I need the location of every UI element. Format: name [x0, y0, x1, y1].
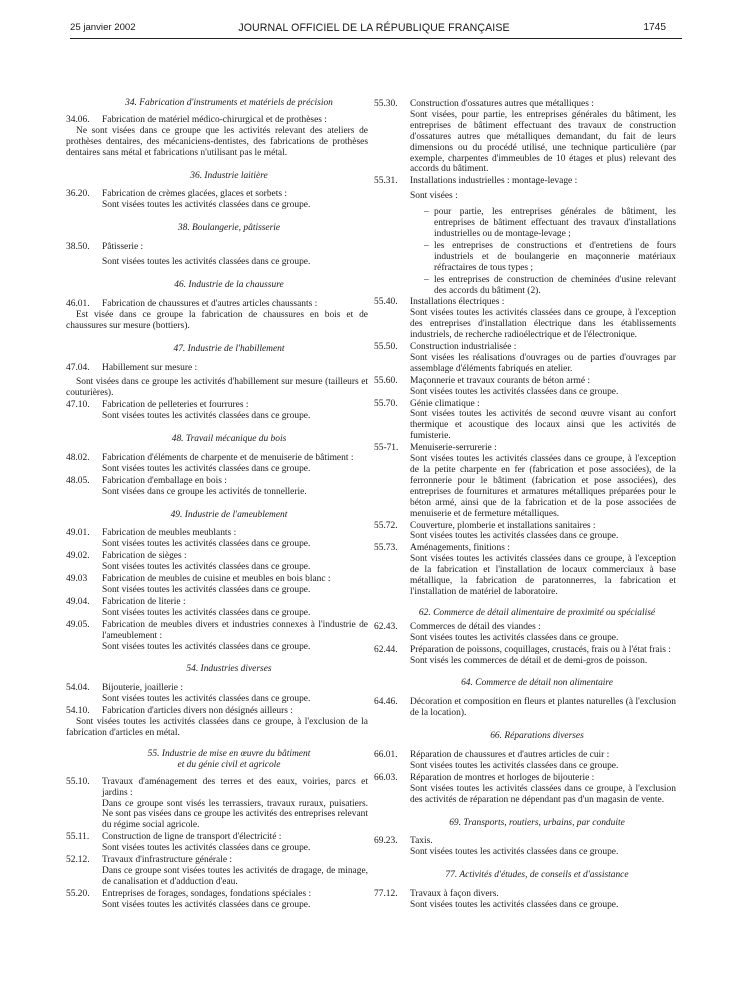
entry-label: Entreprises de forages, sondages, fondations spéciales :: [102, 888, 312, 899]
entry-description: Sont visées toutes les activités classées dans ce groupe.: [410, 900, 619, 911]
entry-code: 55-71.: [374, 443, 399, 454]
entry-55-31: [374, 176, 676, 296]
entry-49-02: [66, 551, 368, 573]
entry-label: Installations industrielles : montage-levage :: [410, 176, 578, 187]
entry-code: 62.43.: [374, 621, 398, 632]
entry-code: 48.05.: [66, 475, 90, 486]
entry-label: Fabrication de crèmes glacées, glaces et sorbets :: [102, 189, 288, 200]
entry-description: Dans ce groupe sont visées toutes les activités de dragage, de minage, de canalisation et d'adduction d'eau.: [102, 865, 368, 887]
entry-description: Sont visées toutes les activités classées dans ce groupe.: [102, 257, 311, 268]
section-heading: 62. Commerce de détail alimentaire de proximité ou spécialisé: [418, 607, 656, 618]
section-heading: 66. Réparations diverses: [490, 731, 584, 742]
entry-code: 55.20.: [66, 888, 90, 899]
bullet-text: les entreprises de construction de cheminées d'usine relevant des accords du bâtiment (2).: [434, 274, 676, 296]
entry-description: Sont visées les réalisations d'ouvrages ou de parties d'ouvrages par assemblage d'éléments fabriqués en atelier.: [410, 352, 676, 374]
entry-code: 66.01.: [374, 750, 398, 761]
header-title: JOURNAL OFFICIEL DE LA RÉPUBLIQUE FRANÇAISE: [238, 22, 510, 34]
entry-label: Aménagements, finitions :: [410, 543, 510, 554]
entry-55-72: [374, 521, 676, 543]
entry-code: 55.31.: [374, 176, 398, 187]
entry-description: Sont visées toutes les activités classées dans ce groupe.: [410, 847, 619, 858]
entry-54-10: [66, 706, 368, 739]
entry-label: Construction industrialisée :: [410, 342, 517, 353]
entry-code: 54.10.: [66, 706, 90, 717]
entry-label: Réparation de montres et horloges de bijouterie :: [410, 772, 595, 783]
entry-description: Sont visées toutes les activités classées dans ce groupe.: [102, 463, 311, 474]
entry-label: Installations électriques :: [410, 297, 505, 308]
entry-description: Sont visées toutes les activités classées dans ce groupe.: [102, 694, 311, 705]
entry-label: Génie climatique :: [410, 398, 480, 409]
entry-66-01: [374, 750, 676, 772]
left-column: [66, 98, 368, 911]
entry-code: 55.10.: [66, 776, 90, 787]
entry-label: Fabrication d'emballage en bois :: [102, 475, 227, 486]
header-date: 25 janvier 2002: [70, 22, 136, 33]
entry-47-04: [66, 363, 368, 400]
entry-52-12: [66, 855, 368, 888]
entry-55-10: [66, 777, 368, 832]
entry-62-44: [374, 645, 676, 667]
entry-description: Sont visées toutes les activités classées dans ce groupe.: [410, 386, 619, 397]
entry-label: Couverture, plomberie et installations sanitaires :: [410, 520, 596, 531]
entry-label: Travaux d'aménagement des terres et des eaux, voiries, parcs et jardins :: [102, 776, 368, 798]
entry-38-50: [66, 242, 368, 268]
entry-code: 64.46.: [374, 697, 398, 708]
entry-description: Sont visées toutes les activités classées dans ce groupe, à l'exception des entreprises d'installation électrique dans les établissements industriels, de recherche radioélectrique et de l'électronique.: [410, 308, 676, 341]
entry-label: Fabrication de meubles de cuisine et meubles en bois blanc :: [102, 574, 331, 585]
entry-description: Sont visées toutes les activités classées dans ce groupe.: [102, 585, 311, 595]
entry-description: Sont visées toutes les activités classées dans ce groupe.: [102, 607, 311, 618]
dash-marker: –: [424, 207, 429, 218]
bullet-item: [410, 275, 676, 297]
section-heading: 64. Commerce de détail non alimentaire: [461, 678, 613, 689]
entry-description: Sont visées toutes les activités classées dans ce groupe, à l'exception de la fabrication et l'installation de locaux commerciaux à base métallique, la fabrication de paratonnerres, la fabrication et l'installation de matériel de laboratoire.: [410, 554, 676, 597]
entry-description: Sont visées toutes les activités classées dans ce groupe, à l'exclusion de la fabrication d'articles en métal.: [66, 717, 368, 738]
entry-34-06: [66, 115, 368, 159]
entry-code: 46.01.: [66, 298, 90, 309]
header-page-number: 1745: [643, 22, 666, 33]
entry-55-60: [374, 376, 676, 398]
entry-36-20: [66, 189, 368, 211]
entry-code: 47.10.: [66, 400, 90, 411]
entry-code: 55.73.: [374, 543, 398, 554]
entry-description: Sont visées toutes les activités classées dans ce groupe, à l'exclusion des activités de réparation ne dépendant pas d'un magasin de vente.: [410, 783, 676, 805]
entry-54-04: [66, 683, 368, 705]
entry-code: 55.11.: [66, 832, 90, 843]
entry-77-12: [374, 889, 676, 911]
entry-description: Sont visées, pour partie, les entreprises générales du bâtiment, les entreprises de bâtiment effectuant des travaux de construction d'ossatures autres que métalliques demandant, du fait de leurs dimensions ou du procédé utilisé, une technique particulière (par exemple, charpentes d'immeubles de 10 étages et plus) relevant des accords du bâtiment.: [410, 109, 676, 175]
entry-code: 49.04.: [66, 596, 90, 607]
entry-label: Préparation de poissons, coquillages, crustacés, frais ou à l'état frais :: [410, 644, 671, 655]
dash-marker: –: [424, 240, 429, 251]
entry-label: Fabrication de meubles divers et industries connexes à l'industrie de l'ameublement :: [102, 619, 368, 641]
section-heading: 38. Boulangerie, pâtisserie: [177, 223, 281, 234]
entry-label: Pâtisserie :: [102, 242, 144, 253]
entry-55-20: [66, 889, 368, 911]
entry-label: Fabrication de literie :: [102, 596, 186, 607]
entry-49-05: [66, 620, 368, 653]
entry-label: Fabrication d'éléments de charpente et de menuiserie de bâtiment :: [102, 452, 354, 463]
bullet-text: pour partie, les entreprises générales de bâtiment, les entreprises de bâtiment effectuant des travaux d'installations industrielles ou de montage-levage ;: [434, 207, 676, 239]
entry-code: 49.02.: [66, 551, 90, 562]
section-heading: 34. Fabrication d'instruments et matériels de précision: [125, 98, 333, 108]
entry-description: Est visée dans ce groupe la fabrication de chaussures en bois et de chaussures sur mesure (bottiers).: [66, 309, 368, 331]
entry-code: 52.12.: [66, 855, 90, 866]
entry-66-03: [374, 773, 676, 806]
entry-label: Réparation de chaussures et d'autres articles de cuir :: [410, 750, 610, 761]
section-heading: 49. Industrie de l'ameublement: [170, 509, 288, 520]
entry-code: 36.20.: [66, 189, 90, 200]
entry-code: 55.40.: [374, 297, 398, 308]
entry-description: Sont visées toutes les activités classées dans ce groupe.: [102, 899, 311, 910]
entry-code: 48.02.: [66, 452, 90, 463]
entry-description: Sont visées dans ce groupe les activités de tonnellerie.: [102, 486, 307, 497]
entry-label: Construction de ligne de transport d'électricité :: [102, 832, 282, 843]
entry-64-46: [374, 697, 676, 719]
entry-code: 69.23.: [374, 836, 398, 847]
entry-48-02: [66, 453, 368, 475]
entry-code: 54.04.: [66, 683, 90, 694]
entry-code: 77.12.: [374, 889, 398, 900]
entry-description: Sont visées toutes les activités classées dans ce groupe.: [102, 200, 311, 211]
entry-code: 49.01.: [66, 528, 90, 539]
entry-label: Décoration et composition en fleurs et plantes naturelles (à l'exclusion de la location).: [410, 697, 676, 719]
entry-46-01: [66, 299, 368, 332]
section-heading: 36. Industrie laitière: [190, 170, 268, 181]
entry-55-71: [374, 443, 676, 519]
bullet-text: les entreprises de constructions et d'entretiens de fours industriels et de boulangerie en maçonnerie matériaux réfractaires de tous types ;: [434, 240, 676, 273]
entry-description: Sont visés les commerces de détail et de demi-gros de poisson.: [410, 655, 648, 666]
entry-47-10: [66, 400, 368, 422]
entry-description: Sont visées toutes les activités classées dans ce groupe.: [410, 531, 619, 542]
entry-55-73: [374, 543, 676, 598]
entry-description: Sont visées toutes les activités classées dans ce groupe.: [102, 562, 311, 573]
entry-label: Maçonnerie et travaux courants de béton armé :: [410, 375, 591, 386]
entry-code: 55.70.: [374, 398, 398, 409]
entry-label: Habillement sur mesure :: [102, 362, 198, 373]
entry-description: Sont visées toutes les activités classées dans ce groupe.: [410, 632, 619, 643]
entry-label: Bijouterie, joaillerie :: [102, 683, 183, 694]
dash-marker: –: [424, 274, 429, 285]
entry-code: 49.03: [66, 574, 88, 585]
entry-label: Fabrication de meubles meublants :: [102, 528, 237, 539]
bullet-list: [374, 207, 676, 296]
section-heading: 48. Travail mécanique du bois: [171, 434, 287, 445]
entry-49-03: [66, 574, 368, 596]
entry-label: Fabrication de pelleteries et fourrures :: [102, 400, 249, 411]
entry-label: Fabrication de sièges :: [102, 551, 187, 562]
entry-55-40: [374, 297, 676, 341]
bullet-item: [410, 241, 676, 274]
entry-62-43: [374, 622, 676, 644]
entry-48-05: [66, 476, 368, 498]
entry-label: Fabrication de matériel médico-chirurgical et de prothèses :: [102, 114, 327, 125]
entry-code: 55.72.: [374, 520, 398, 531]
entry-description: Sont visées toutes les activités classées dans ce groupe.: [102, 411, 311, 422]
entry-label: Menuiserie-serrurerie :: [410, 443, 497, 454]
section-heading: 69. Transports, routiers, urbains, par conduite: [449, 817, 625, 828]
entry-55-70: [374, 399, 676, 443]
entry-label: Taxis.: [410, 836, 433, 847]
entry-69-23: [374, 836, 676, 858]
entry-description: Sont visées toutes les activités classées dans ce groupe.: [410, 760, 619, 771]
entry-description: Sont visées toutes les activités de second œuvre visant au confort thermique et acoustique des locaux ainsi que les activités de fumisterie.: [410, 409, 676, 442]
entry-intro: Sont visées :: [410, 191, 458, 202]
entry-description: Sont visées toutes les activités classées dans ce groupe.: [102, 641, 311, 652]
section-heading: 47. Industrie de l'habillement: [173, 343, 285, 354]
entry-code: 55.30.: [374, 99, 398, 109]
entry-49-04: [66, 597, 368, 619]
bullet-item: [410, 207, 676, 240]
entry-55-30: [374, 99, 676, 175]
section-heading: 77. Activités d'études, de conseils et d'assistance: [445, 870, 629, 881]
section-heading: 46. Industrie de la chaussure: [174, 279, 284, 290]
entry-code: 55.50.: [374, 342, 398, 353]
right-column: [374, 98, 676, 911]
entry-description: Ne sont visées dans ce groupe que les activités relevant des ateliers de prothèses dentaires, des mécaniciens-dentistes, des fabrications de prothèses dentaires sans métal et fabrications n'utilisant pas le métal.: [66, 125, 368, 158]
entry-label: Commerces de détail des viandes :: [410, 621, 541, 632]
entry-label: Travaux d'infrastructure générale :: [102, 855, 233, 866]
entry-55-11: [66, 832, 368, 854]
entry-description: Sont visées dans ce groupe les activités d'habillement sur mesure (tailleurs et couturières).: [66, 377, 368, 399]
section-heading: 54. Industries diverses: [186, 664, 272, 675]
entry-label: Fabrication de chaussures et d'autres articles chaussants :: [102, 298, 318, 309]
entry-description: Sont visées toutes les activités classées dans ce groupe.: [102, 843, 311, 854]
entry-49-01: [66, 528, 368, 550]
page-header: [0, 0, 748, 34]
entry-code: 62.44.: [374, 644, 398, 655]
entry-code: 66.03.: [374, 772, 398, 783]
section-heading: 55. Industrie de mise en œuvre du bâtiment: [147, 748, 311, 759]
header-rule: [70, 38, 682, 39]
entry-label: Fabrication d'articles divers non désignés ailleurs :: [102, 706, 293, 717]
entry-description: Dans ce groupe sont visés les terrassiers, travaux ruraux, puisatiers. Ne sont pas visées dans ce groupe les activités des entreprises relevant du régime social agricole.: [102, 798, 368, 831]
entry-description: Sont visées toutes les activités classées dans ce groupe, à l'exception de la petite charpente en fer (fabrication et pose associées), de la ferronnerie pour le bâtiment (fabrication et pose associées), des entreprises de fournitures et armatures métalliques préparées pour le béton armé, ainsi que de la fabrication et de la pose associées de menuiserie et de fermeture métalliques.: [410, 454, 676, 519]
entry-code: 55.60.: [374, 375, 398, 386]
entry-code: 38.50.: [66, 242, 90, 253]
entry-code: 47.04.: [66, 362, 90, 373]
entry-code: 34.06.: [66, 114, 90, 125]
entry-label: Travaux à façon divers.: [410, 889, 499, 900]
entry-description: Sont visées toutes les activités classées dans ce groupe.: [102, 539, 311, 550]
entry-label: Construction d'ossatures autres que métalliques :: [410, 99, 594, 109]
entry-55-50: [374, 342, 676, 375]
entry-code: 49.05.: [66, 619, 90, 630]
section-heading-line2: et du génie civil et agricole: [177, 759, 281, 770]
